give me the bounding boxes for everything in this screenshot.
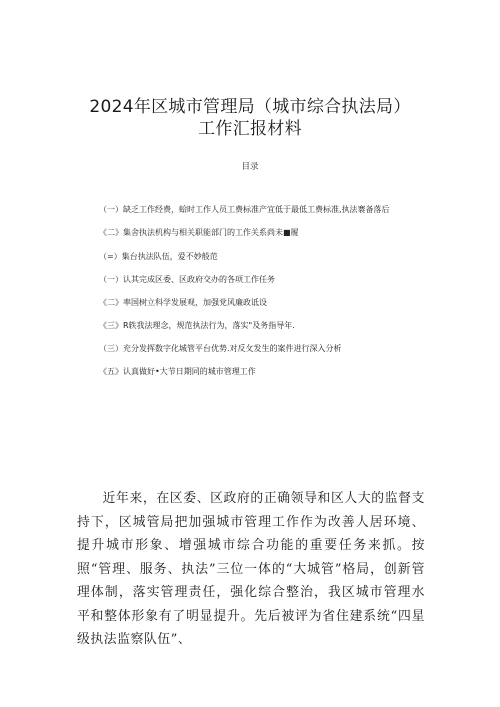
- toc-item: （=）集台执法队伍，爱不妙般范: [99, 252, 218, 261]
- toc-item: （一）认其完成区委、区政府交办的各项工作任务: [99, 275, 275, 284]
- toc-heading: 目录: [241, 162, 259, 172]
- body-paragraph: 近年来，在区委、区政府的正确领导和区人大的监督支持下，区城管局把加强城市管理工作作为改善人居环境、提升城市形象、增强城市综合功能的重要任务来抓。按照“管理、服务、执法”三位一体的“大城管”格局，创新管理体制，落实管理责任，强化综合整治，我区城市管理水平和整体形象有了明显提升。先后被评为省住建系统“四星级执法监察队伍”、: [77, 491, 425, 647]
- toc-item: （一）缺乏工作经费，蛤时工作人员工费标准产宜低于最低工费标准,执法褰备落后: [99, 205, 390, 214]
- toc-item: 《五》认真做好•大节日期同的城市管理工作: [99, 367, 256, 376]
- toc-item: 《二》集舍执法机构与相关职能部门的工作关系尚未■履: [99, 228, 299, 237]
- document-title-line-2: 工作汇报材料: [198, 119, 302, 139]
- toc-item: （三）充分发挥数字化城管平台优势.对反攵发生的案件进行深入分析: [99, 344, 342, 353]
- document-title-line-1: 2024年区城市管理局（城市综合执法局）: [89, 97, 411, 117]
- toc-item: 《三》R轶我法理念，规范执法行为，落实"及务指导年.: [99, 321, 295, 330]
- toc-item: 《二》率国树立科学发展观，加强党风廉政诋设: [99, 298, 267, 307]
